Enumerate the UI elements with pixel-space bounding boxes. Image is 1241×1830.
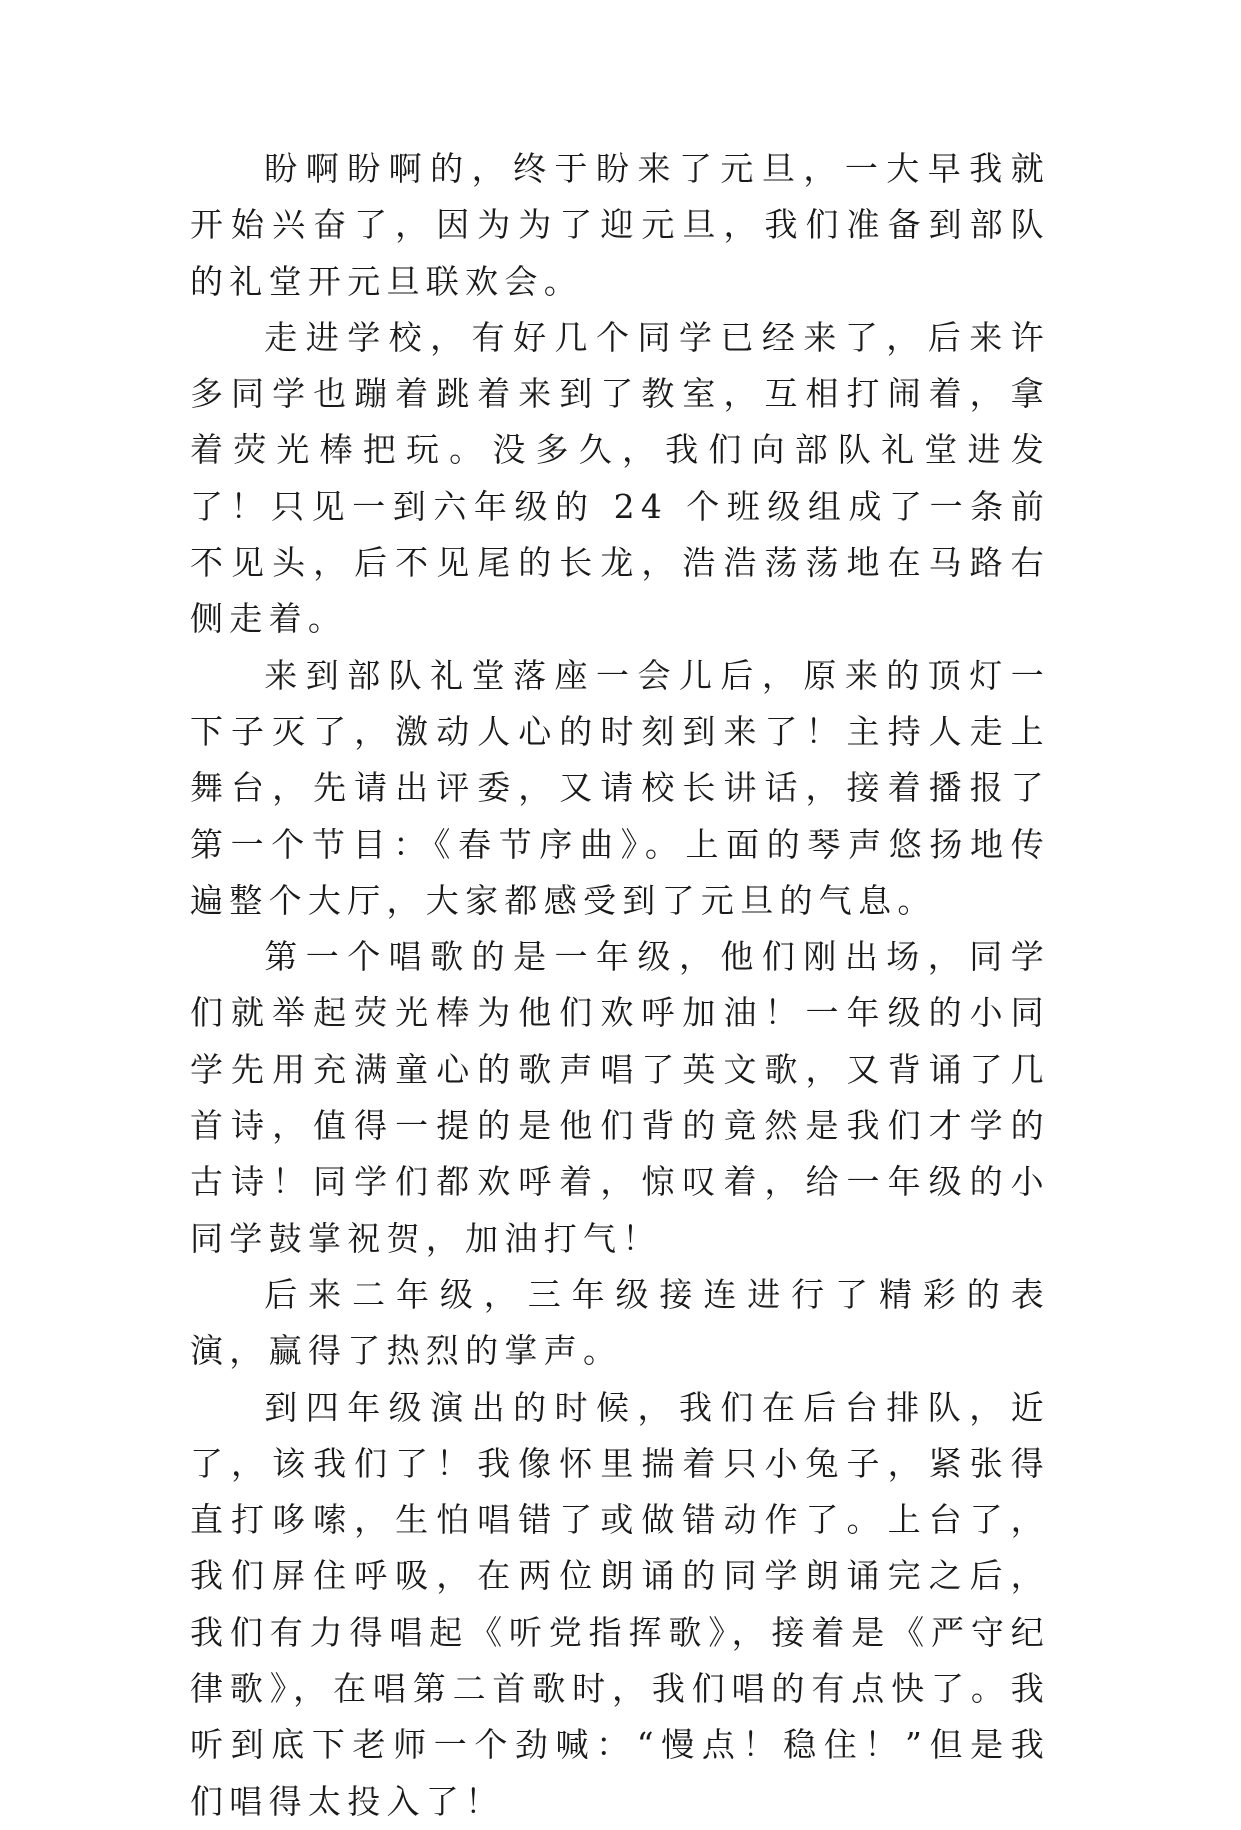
paragraph-5: 后来二年级，三年级接连进行了精彩的表演，赢得了热烈的掌声。 xyxy=(190,1274,1050,1371)
paragraph-4: 第一个唱歌的是一年级，他们刚出场，同学们就举起荧光棒为他们欢呼加油！一年级的小同学先用充满童心的歌声唱了英文歌，又背诵了几首诗，值得一提的是他们背的竟然是我们才学的古诗！同学们都欢呼着，惊叹着，给一年级的小同学鼓掌祝贺，加油打气！ xyxy=(190,937,1050,1258)
paragraph-6: 到四年级演出的时候，我们在后台排队，近了，该我们了！我像怀里揣着只小兔子，紧张得直打哆嗦，生怕唱错了或做错动作了。上台了，我们屏住呼吸，在两位朗诵的同学朗诵完之后，我们有力得唱起《听党指挥歌》，接着是《严守纪律歌》，在唱第二首歌时，我们唱的有点快了。我听到底下老师一个劲喊：“慢点！稳住！”但是我们唱得太投入了！ xyxy=(190,1387,1050,1821)
paragraph-2: 走进学校，有好几个同学已经来了，后来许多同学也蹦着跳着来到了教室，互相打闹着，拿着荧光棒把玩。没多久，我们向部队礼堂进发了！只见一到六年级的 24 个班级组成了一条前不见头，后不见尾的长龙，浩浩荡荡地在马路右侧走着。 xyxy=(190,317,1050,639)
document-body xyxy=(190,141,1050,1830)
paragraph-1: 盼啊盼啊的，终于盼来了元旦，一大早我就开始兴奋了，因为为了迎元旦，我们准备到部队的礼堂开元旦联欢会。 xyxy=(190,149,1050,301)
paragraph-3: 来到部队礼堂落座一会儿后，原来的顶灯一下子灭了，激动人心的时刻到来了！主持人走上舞台，先请出评委，又请校长讲话，接着播报了第一个节目：《春节序曲》。上面的琴声悠扬地传遍整个大厅，大家都感受到了元旦的气息。 xyxy=(190,655,1050,920)
